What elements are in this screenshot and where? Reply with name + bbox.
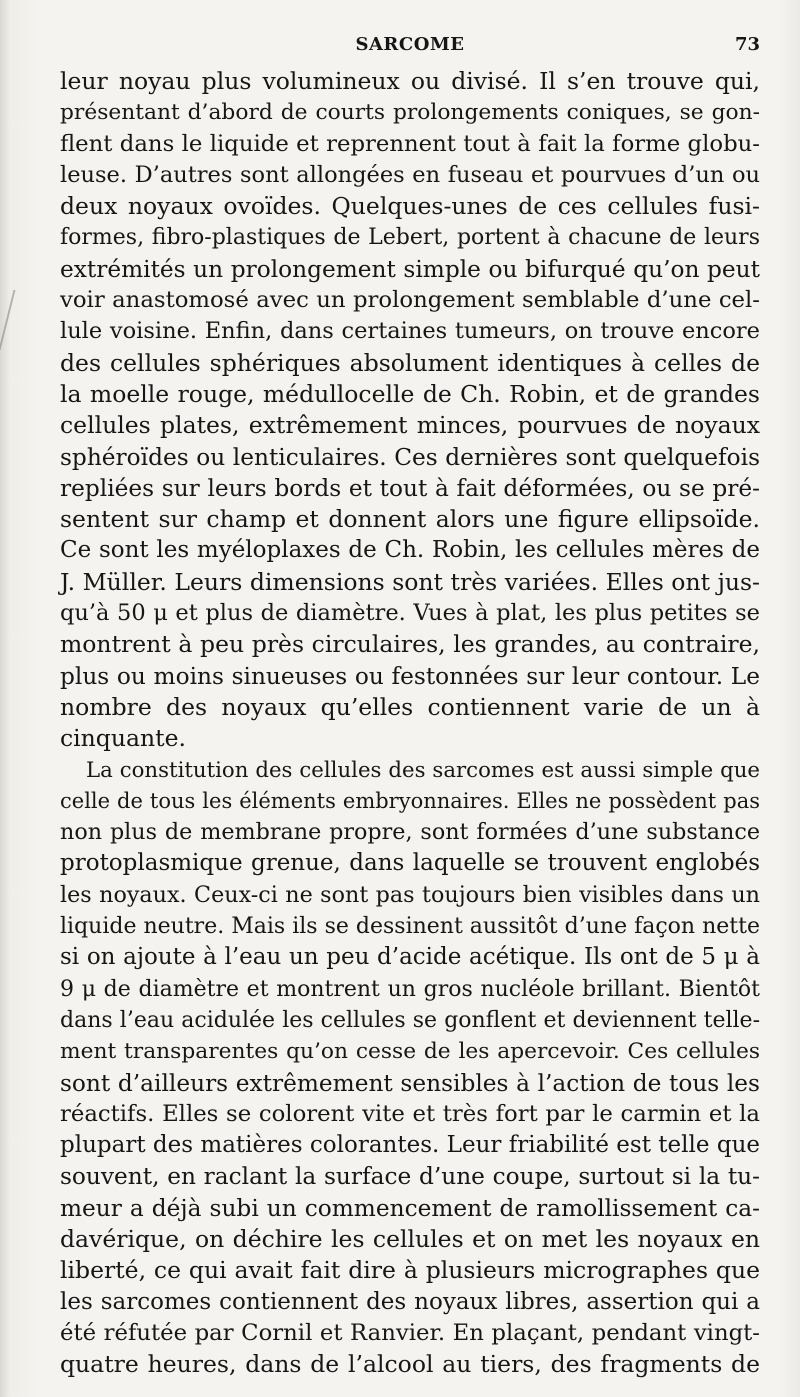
text-line: J. Müller. Leurs dimensions sont très variées. Elles ont jus- (60, 567, 760, 596)
text-line: protoplasmique grenue, dans laquelle se trouvent englobés (60, 850, 760, 877)
text-line: présentant d’abord de courts prolongements coniques, se gon- (60, 100, 760, 126)
text-line: cinquante. (60, 724, 186, 753)
margin-mark (0, 290, 29, 350)
text-line: ment transparentes qu’on cesse de les apercevoir. Ces cellules (60, 1039, 760, 1065)
text-line: deux noyaux ovoïdes. Quelques-unes de ces cellules fusi- (60, 192, 760, 221)
text-line: davérique, on déchire les cellules et on met les noyaux en (60, 1224, 760, 1253)
text-line: la moelle rouge, médullocelle de Ch. Robin, et de grandes (60, 379, 760, 408)
text-line: sphéroïdes ou lenticulaires. Ces dernières sont quelquefois (60, 443, 760, 471)
text-line: Ce sont les myéloplaxes de Ch. Robin, les cellules mères de (60, 537, 760, 564)
text-line: formes, fibro-plastiques de Lebert, portent à chacune de leurs (60, 225, 760, 251)
page-header (60, 34, 760, 58)
text-line: La constitution des cellules des sarcomes est aussi simple que (86, 757, 760, 783)
running-title: SARCOME (355, 34, 465, 55)
text-line: si on ajoute à l’eau un peu d’acide acétique. Ils ont de 5 μ à (60, 944, 760, 971)
text-line: les sarcomes contiennent des noyaux libres, assertion qui a (60, 1288, 760, 1315)
text-line: les noyaux. Ceux-ci ne sont pas toujours bien visibles dans un (60, 881, 760, 908)
body-text (60, 66, 760, 1380)
text-line: leur noyau plus volumineux ou divisé. Il s’en trouve qui, (60, 67, 760, 95)
text-line: sont d’ailleurs extrêmement sensibles à l’action de tous les (60, 1069, 760, 1097)
text-line: réactifs. Elles se colorent vite et très fort par le carmin et la (60, 1100, 760, 1127)
text-line: liberté, ce qui avait fait dire à plusieurs micrographes que (60, 1256, 760, 1285)
page-number: 73 (734, 34, 760, 55)
text-line: plus ou moins sinueuses ou festonnées sur leur contour. Le (60, 662, 760, 690)
text-line: plupart des matières colorantes. Leur friabilité est telle que (60, 1132, 760, 1159)
text-line: meur a déjà subi un commencement de ramollissement ca- (60, 1194, 760, 1222)
text-line: voir anastomosé avec un prolongement semblable d’une cel- (60, 287, 760, 314)
text-line: montrent à peu près circulaires, les grandes, au contraire, (60, 630, 760, 659)
text-line: cellules plates, extrêmement minces, pourvues de noyaux (60, 411, 760, 440)
text-line: celle de tous les éléments embryonnaires. Elles ne possèdent pas (60, 788, 760, 813)
text-line: repliées sur leurs bords et tout à fait déformées, ou se pré- (60, 474, 760, 502)
text-line: liquide neutre. Mais ils se dessinent aussitôt d’une façon nette (60, 914, 760, 940)
text-line: flent dans le liquide et reprennent tout à fait la forme globu- (60, 130, 760, 157)
text-line: non plus de membrane propre, sont formées d’une substance (60, 819, 760, 846)
text-line: extrémités un prolongement simple ou bifurqué qu’on peut (60, 255, 760, 283)
text-line: des cellules sphériques absolument identiques à celles de (60, 348, 760, 377)
text-line: été réfutée par Cornil et Ranvier. En plaçant, pendant vingt- (60, 1319, 760, 1346)
text-line: sentent sur champ et donnent alors une figure ellipsoïde. (60, 505, 760, 534)
text-line: leuse. D’autres sont allongées en fuseau et pourvues d’un ou (60, 161, 760, 188)
text-line: qu’à 50 μ et plus de diamètre. Vues à plat, les plus petites se (60, 600, 760, 627)
text-line: quatre heures, dans de l’alcool au tiers, des fragments de (60, 1350, 760, 1379)
text-line: lule voisine. Enfin, dans certaines tumeurs, on trouve encore (60, 318, 760, 345)
text-line: 9 μ de diamètre et montrent un gros nucléole brillant. Bientôt (60, 976, 760, 1002)
text-line: souvent, en raclant la surface d’une coupe, surtout si la tu- (60, 1163, 760, 1191)
text-line: nombre des noyaux qu’elles contiennent varie de un à (60, 692, 760, 721)
text-line: dans l’eau acidulée les cellules se gonflent et deviennent telle- (60, 1007, 760, 1033)
